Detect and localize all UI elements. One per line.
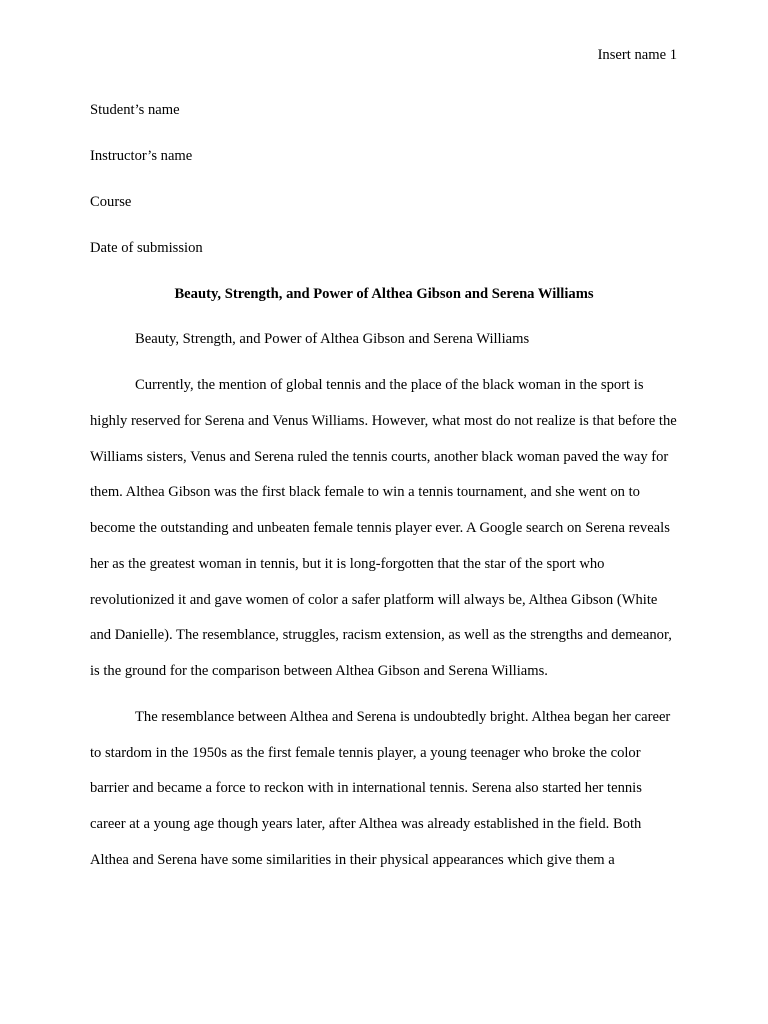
student-name-line: Student’s name (90, 102, 180, 118)
document-body (90, 93, 678, 889)
instructor-name-line: Instructor’s name (90, 147, 193, 164)
course-line: Course (90, 193, 132, 210)
date-line: Date of submission (90, 239, 203, 256)
paragraph-introduction: Currently, the mention of global tennis and the place of the black woman in the sport is highly reserved for Serena and Venus Williams. However, what most do not realize is that before the Williams sisters, Venus and Serena ruled the tennis courts, another black woman paved the way for them. Althea Gibson was the first black female to win a tennis tournament, and she went on to become the outstanding and unbeaten female tennis player ever. A Google search on Serena reveals her as the greatest woman in tennis, but it is long-forgotten that the star of the sport who revolutionized it and gave women of color a safer platform will always be, Althea Gibson (White and Danielle). The resemblance, struggles, racism extension, as well as the strengths and demeanor, is the ground for the comparison between Althea Gibson and Serena Williams. (90, 377, 677, 679)
running-head: Insert name 1 (597, 47, 677, 63)
paragraph-resemblance: The resemblance between Althea and Serena is undoubtedly bright. Althea began her career to stardom in the 1950s as the first female tennis player, a young teenager who broke the color barrier and became a force to reckon with in international tennis. Serena also started her tennis career at a young age though years later, after Althea was already established in the field. Both Althea and Serena have some similarities in their physical appearances which give them a (90, 708, 671, 868)
essay-title: Beauty, Strength, and Power of Althea Gibson and Serena Williams (174, 285, 594, 302)
paragraph-subtitle: Beauty, Strength, and Power of Althea Gibson and Serena Williams (135, 331, 530, 348)
